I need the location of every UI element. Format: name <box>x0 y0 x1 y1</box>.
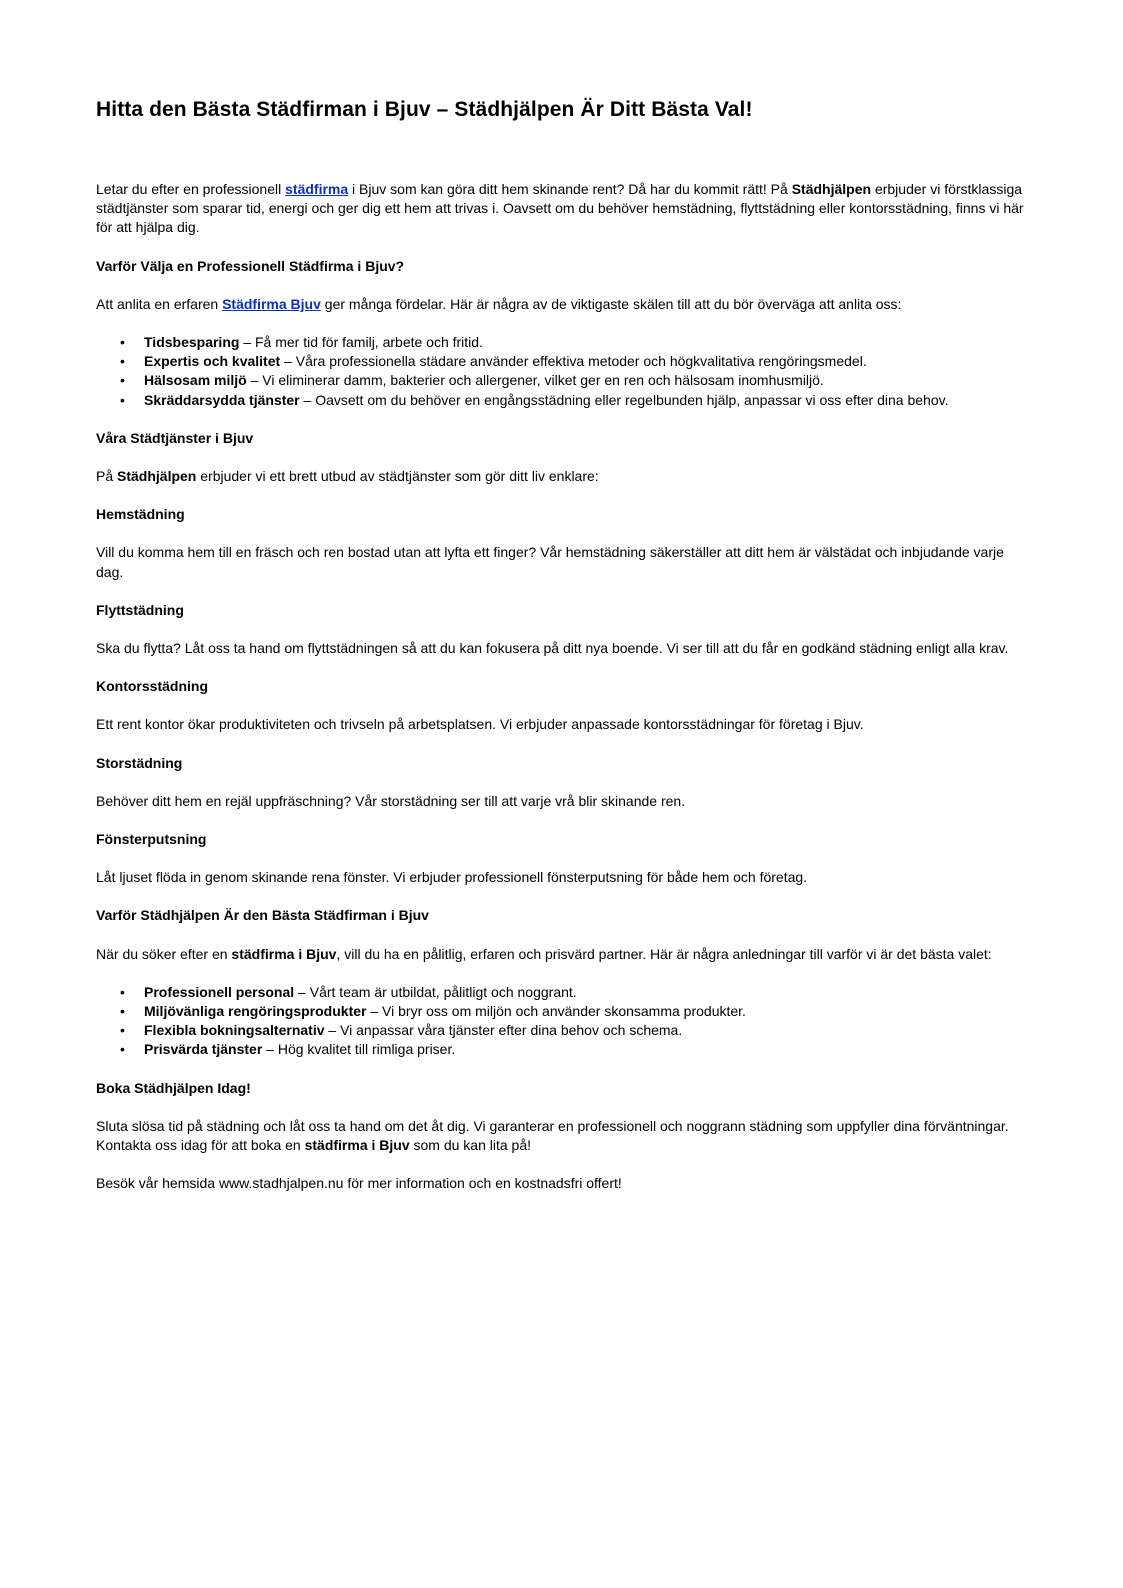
service-heading-flyttstadning: Flyttstädning <box>96 601 184 618</box>
stadfirma-bjuv-link[interactable]: Städfirma Bjuv <box>222 295 321 312</box>
list-item: • Prisvärda tjänster – Hög kvalitet till rimliga priser. <box>144 1040 1031 1059</box>
document-body <box>96 180 1031 1213</box>
service-text-flyttstadning: Ska du flytta? Låt oss ta hand om flyttstädningen så att du kan fokusera på ditt nya boende. Vi ser till att du får en godkänd städning enligt alla krav. <box>96 640 1009 657</box>
service-heading-kontorsstadning: Kontorsstädning <box>96 678 208 695</box>
best-reasons-list <box>96 983 1031 1060</box>
page-title: Hitta den Bästa Städfirman i Bjuv – Städhjälpen Är Ditt Bästa Val! <box>96 98 753 121</box>
bullet-icon: • <box>120 391 125 408</box>
service-text-kontorsstadning: Ett rent kontor ökar produktiviteten och trivseln på arbetsplatsen. Vi erbjuder anpassade kontorsstädningar för företag i Bjuv. <box>96 716 864 733</box>
list-item: • Tidsbesparing – Få mer tid för familj, arbete och fritid. <box>144 333 1031 352</box>
service-heading-hemstadning: Hemstädning <box>96 506 185 523</box>
book-heading: Boka Städhjälpen Idag! <box>96 1079 251 1096</box>
bullet-icon: • <box>120 334 125 351</box>
why-heading: Varför Välja en Professionell Städfirma i Bjuv? <box>96 257 405 274</box>
brand-name: Städhjälpen <box>791 181 872 197</box>
why-benefits-list <box>96 333 1031 410</box>
list-item: • Expertis och kvalitet – Våra professionella städare använder effektiva metoder och högkvalitativa rengöringsmedel. <box>144 352 1031 371</box>
service-heading-storstadning: Storstädning <box>96 754 183 771</box>
stadfirma-link[interactable]: städfirma <box>285 181 349 197</box>
bullet-icon: • <box>120 353 125 370</box>
list-item: • Flexibla bokningsalternativ – Vi anpassar våra tjänster efter dina behov och schema. <box>144 1021 1031 1040</box>
bullet-icon: • <box>120 1022 125 1039</box>
services-heading: Våra Städtjänster i Bjuv <box>96 429 254 446</box>
bullet-icon: • <box>120 1003 125 1020</box>
service-text-fonsterputsning: Låt ljuset flöda in genom skinande rena fönster. Vi erbjuder professionell fönsterputsning för både hem och företag. <box>96 869 808 886</box>
service-heading-fonsterputsning: Fönsterputsning <box>96 831 207 848</box>
list-item: • Hälsosam miljö – Vi eliminerar damm, bakterier och allergener, vilket ger en ren och hälsosam inomhusmiljö. <box>144 371 1031 390</box>
intro-paragraph: Letar du efter en professionell städfirma i Bjuv som kan göra ditt hem skinande rent? Då har du kommit rätt! På Städhjälpen erbjuder vi förstklassiga städtjänster som sparar tid, energi och ger dig ett hem att trivas i. Oavsett om du behöver hemstädning, flyttstädning eller kontorsstädning, finns vi här för att hjälpa dig. <box>96 181 1024 236</box>
services-paragraph: På Städhjälpen erbjuder vi ett brett utbud av städtjänster som gör ditt liv enklare: <box>96 468 599 485</box>
bullet-icon: • <box>120 983 125 1000</box>
book-paragraph: Sluta slösa tid på städning och låt oss ta hand om det åt dig. Vi garanterar en professionell och noggrann städning som uppfyller dina förväntningar. Kontakta oss idag för att boka en städfirma i Bjuv som du kan lita på! <box>96 1117 1009 1154</box>
service-text-storstadning: Behöver ditt hem en rejäl uppfräschning? Vår storstädning ser till att varje vrå blir skinande ren. <box>96 792 686 809</box>
why-paragraph: Att anlita en erfaren Städfirma Bjuv ger många fördelar. Här är några av de viktigaste skälen till att du bör överväga att anlita oss: <box>96 295 902 312</box>
list-item: • Professionell personal – Vårt team är utbildat, pålitligt och noggrant. <box>144 983 1031 1002</box>
list-item: • Skräddarsydda tjänster – Oavsett om du behöver en engångsstädning eller regelbunden hjälp, anpassar vi oss efter dina behov. <box>144 391 1031 410</box>
best-heading: Varför Städhjälpen Är den Bästa Städfirman i Bjuv <box>96 907 429 924</box>
footer-text: Besök vår hemsida www.stadhjalpen.nu för mer information och en kostnadsfri offert! <box>96 1175 622 1192</box>
bullet-icon: • <box>120 1041 125 1058</box>
list-item: • Miljövänliga rengöringsprodukter – Vi bryr oss om miljön och använder skonsamma produkter. <box>144 1002 1031 1021</box>
service-text-hemstadning: Vill du komma hem till en fräsch och ren bostad utan att lyfta ett finger? Vår hemstädning säkerställer att ditt hem är välstädat och inbjudande varje dag. <box>96 544 1004 580</box>
brand-name: Städhjälpen <box>117 468 197 485</box>
best-paragraph: När du söker efter en städfirma i Bjuv, vill du ha en pålitlig, erfaren och prisvärd partner. Här är några anledningar till varför vi är det bästa valet: <box>96 945 992 962</box>
bullet-icon: • <box>120 372 125 389</box>
